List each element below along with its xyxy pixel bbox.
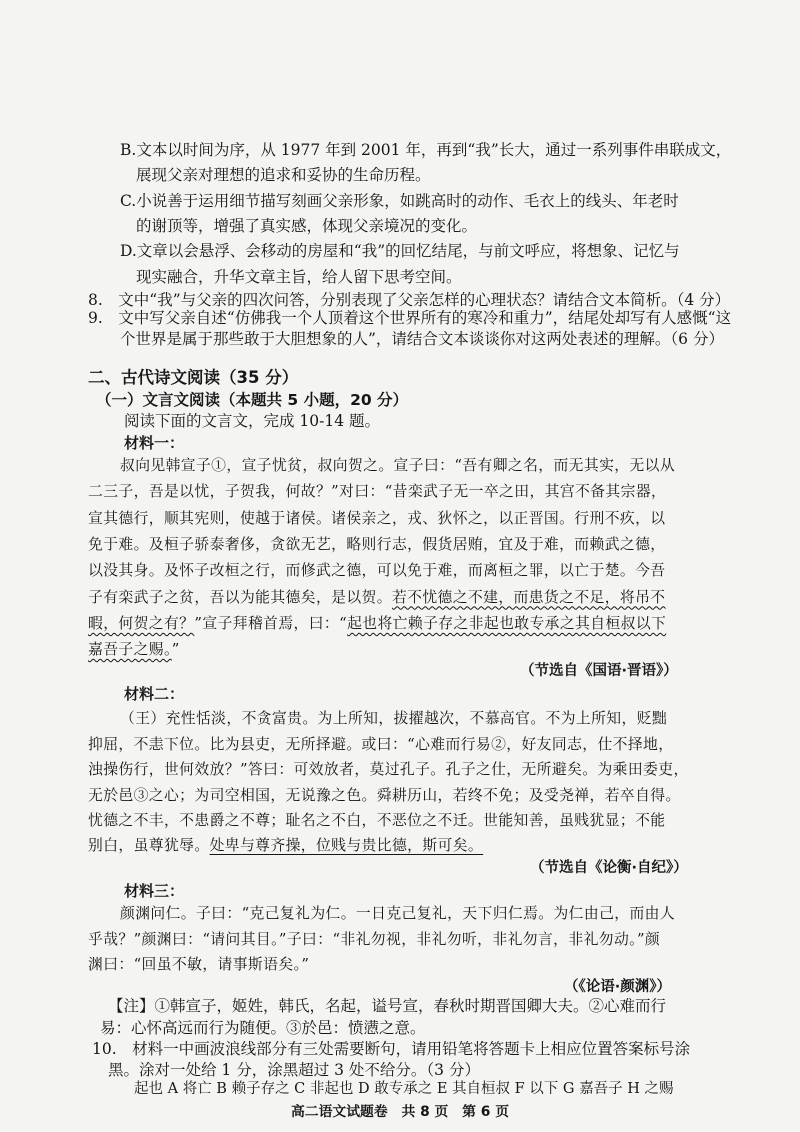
wavy-passage-part-1: 若不忧德之不建，而患货之不足，将吊不 — [391, 588, 666, 606]
question-10-options: 起也 A 将亡 B 赖子存之 C 非起也 D 敢专承之 E 其自桓叔 F 以下 G 嘉吾子 H 之赐 — [134, 1081, 674, 1097]
material-2-line-1: （王）充性恬淡，不贪富贵。为上所知，拔擢越次，不慕高官。不为上所知，贬黜 — [120, 710, 668, 728]
wavy-passage-part-2: 暇，何贺之有？ — [88, 614, 195, 632]
option-b-line-1: B.文本以时间为序，从 1977 年到 2001 年，再到“我”长大，通过一系列事件串联成文， — [120, 141, 732, 159]
wavy-passage-part-3: 起也将亡赖子存之非起也敢专承之其自桓叔以下 — [347, 614, 667, 632]
material-1-line-7-text: ”宣子拜稽首焉，曰：“ — [194, 614, 348, 632]
material-2-line-6-text: 别白，虽尊犹辱。 — [88, 837, 210, 855]
material-3-line-1: 颜渊问仁。子曰：“克己复礼为仁。一日克己复礼，天下归仁焉。为仁由己，而由人 — [120, 905, 676, 923]
material-1-line-1: 叔向见韩宣子①，宣子忧贫，叔向贺之。宣子曰：“吾有卿之名，而无其实，无以从 — [120, 456, 676, 474]
note-line-1: 【注】①韩宣子，姬姓，韩氏，名起，谥号宣，春秋时期晋国卿大夫。②心难而行 — [108, 997, 667, 1016]
material-1-line-5: 以没其身。及怀子改桓之行，而修武之德，可以免于难，而离桓之罪，以亡于楚。今吾 — [88, 562, 666, 580]
instruction: 阅读下面的文言文，完成 10-14 题。 — [124, 412, 381, 431]
material-2-label: 材料二： — [124, 685, 185, 704]
material-1-line-7 — [88, 614, 666, 634]
option-d-line-2: 现实融合，升华文章主旨，给人留下思考空间。 — [136, 267, 462, 286]
question-9-line-2: 个世界是属于那些敢于大胆想象的人”，请结合文本谈谈你对这两处表述的理解。（6 分） — [120, 330, 724, 349]
material-1-line-8 — [88, 640, 180, 660]
subsection-title: （一）文言文阅读（本题共 5 小题，20 分） — [96, 390, 409, 409]
material-1-line-3: 宣其德行，顺其宪则，使越于诸侯。诸侯亲之，戎、狄怀之，以正晋国。行刑不疚，以 — [88, 509, 666, 527]
option-d-line-1: D.文章以会悬浮、会移动的房屋和“我”的回忆结尾，与前文呼应，将想象、记忆与 — [120, 242, 680, 261]
material-2-source: （节选自《论衡·自纪》） — [530, 859, 688, 876]
page-footer: 高二语文试题卷 共 8 页 第 6 页 — [290, 1104, 510, 1120]
material-1-line-6 — [88, 588, 666, 608]
material-3-line-3: 渊曰：“回虽不敏，请事斯语矣。” — [88, 956, 310, 974]
material-2-line-3: 浊操伤行，世何效放？”答曰：可效放者，莫过孔子。孔子之仕，无所避矣。为乘田委吏， — [88, 761, 689, 779]
material-3-source: （《论语·颜渊》） — [564, 978, 672, 995]
material-2-line-5: 忧德之不丰，不患爵之不尊；耻名之不白，不恶位之不迁。世能知善，虽贱犹显；不能 — [88, 811, 666, 829]
material-2-line-2: 抑屈，不恚下位。比为县吏，无所择避。或曰：“心难而行易②，好友同志，仕不择地， — [88, 735, 674, 753]
option-c-line-2: 的谢顶等，增强了真实感，体现父亲境况的变化。 — [136, 217, 478, 236]
material-3-line-2: 乎哉？”颜渊曰：“请问其目。”子曰：“非礼勿视，非礼勿听，非礼勿言，非礼勿动。”颜 — [88, 930, 661, 948]
question-10-line-2: 黑。涂对一处给 1 分，涂黑超过 3 处不给分。（3 分） — [108, 1061, 480, 1080]
material-1-line-4: 免于难。及桓子骄泰奢侈，贪欲无艺，略则行志，假货居贿，宜及于难，而赖武之德， — [88, 535, 666, 553]
material-1-line-2: 二三子，吾是以忧，子贺我，何故？”对曰：“昔栾武子无一卒之田，其宫不备其宗器， — [88, 483, 667, 501]
option-b-line-2: 展现父亲对理想的追求和妥协的生命历程。 — [136, 166, 431, 185]
material-2-line-4: 无於邑③之心；为司空相国，无说豫之色。舜耕历山，若终不免；及受尧禅，若卒自得。 — [88, 786, 681, 804]
option-c-line-1: C.小说善于运用细节描写刻画父亲形象，如跳高时的动作、毛衣上的线头、年老时 — [120, 191, 679, 210]
material-1-label: 材料一： — [124, 433, 185, 452]
material-1-line-6-text: 子有栾武子之贫，吾以为能其德矣，是以贺。 — [88, 588, 392, 606]
material-3-label: 材料三： — [124, 882, 185, 901]
wavy-passage-part-4: 嘉吾子之赐。 — [88, 641, 172, 659]
material-2-line-6 — [88, 836, 483, 856]
section-title: 二、古代诗文阅读（35 分） — [88, 368, 299, 388]
question-8: 8. 文中“我”与父亲的四次问答，分别表现了父亲怎样的心理状态？请结合文本简析。（4 分） — [88, 291, 731, 310]
material-1-line-8-end: ” — [171, 641, 180, 659]
question-10-line-1: 10. 材料一中画波浪线部分有三处需要断句，请用铅笔将答题卡上相应位置答案标号涂 — [92, 1040, 691, 1059]
note-line-2: 易：心怀高远而行为随便。③於邑：愤懑之意。 — [100, 1018, 426, 1037]
question-9-line-1: 9. 文中写父亲自述“仿佛我一个人顶着这个世界所有的寒冷和重力”，结尾处却写有人感慨“这 — [88, 308, 732, 327]
material-1-source: （节选自《国语·晋语》） — [520, 662, 678, 679]
underlined-sentence: 处卑与尊齐操，位贱与贵比德，斯可矣。 — [209, 837, 484, 855]
